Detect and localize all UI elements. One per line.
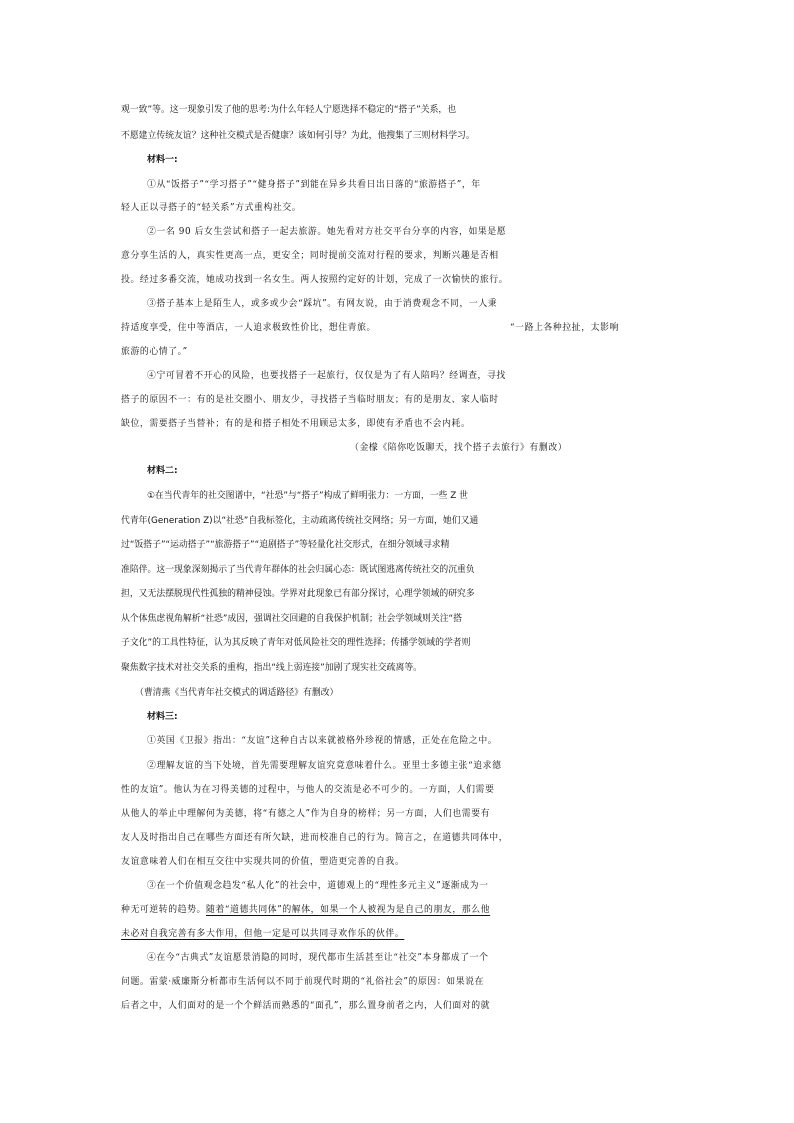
material3-p2-line2: 性的友谊”。他认为在习得美德的过程中，与他人的交流是必不可少的。一方面，人们需要 <box>121 785 495 795</box>
material3-p3-line2 <box>121 900 794 920</box>
material3-p2-line5: 友谊意味着人们在相互交往中实现共同的价值，塑造更完善的自我。 <box>121 857 405 867</box>
material2-line-6: 从个体焦虑视角解析“社恐”成因，强调社交回避的自我保护机制；社会学领域则关注“搭 <box>121 614 462 624</box>
material1-p3-line3: 旅游的心情了。” <box>121 347 188 357</box>
material1-p2-line3: 投。经过多番交流，她成功找到一名女生。两人按照约定好的计划，完成了一次愉快的旅行。 <box>121 275 509 285</box>
material1-source: （金檬《陪你吃饭聊天，找个搭子去旅行》有删改） <box>350 443 568 453</box>
material3-heading: 材料三: <box>147 712 178 722</box>
material2-line-1: ①在当代青年的社交图谱中，“社恐”与“搭子”构成了鲜明张力：一方面，一些 Z 世 <box>147 491 468 501</box>
material1-p3-line2a: 持适度享受，住中等酒店，一人追求极致性价比，想住青旅。 <box>121 323 376 333</box>
material1-p1-line1: ①从“饭搭子”“学习搭子”“健身搭子”到能在异乡共看日出日落的“旅游搭子”，年 <box>147 180 481 190</box>
material1-p4-line3: 缺位，需要搭子当替补；有的是和搭子相处不用顾忌太多，即使有矛盾也不会内耗。 <box>121 419 471 429</box>
material3-p3-line3 <box>121 924 794 944</box>
material3-p4-line3: 后者之中，人们面对的是一个个鲜活而熟悉的“面孔”，那么置身前者之内，人们面对的就 <box>121 1001 491 1011</box>
material1-p4-line2: 搭子的原因不一：有的是社交圈小、朋友少，寻找搭子当临时朋友；有的是朋友、家人临时 <box>121 395 499 405</box>
material2-line-2: 代青年(Generation Z)以“社恐”自我标签化，主动疏离传统社交网络；另一方面，她们又通 <box>121 516 479 526</box>
material2-line-3: 过“饭搭子”“运动搭子”“旅游搭子”“追剧搭子”等轻量化社交形式，在细分领域寻求精 <box>121 540 450 550</box>
material3-p1: ①英国《卫报》指出：“友谊”这种自古以来就被格外珍视的情感，正处在危险之中。 <box>147 736 498 746</box>
material2-heading: 材料二: <box>147 466 178 476</box>
material3-p4-line2: 问题。雷蒙·威廉斯分析都市生活何以不同于前现代时期的“礼俗社会”的原因：如果说在 <box>121 977 485 987</box>
intro-line-2: 不愿建立传统友谊？这种社交模式是否健康？该如何引导？为此，他搜集了三则材料学习。 <box>121 131 475 141</box>
material2-line-7: 子文化”的工具性特征，认为其反映了青年对低风险社交的理性选择；传播学领域的学者则 <box>121 638 471 648</box>
material1-p2-line1: ②一名 90 后女生尝试和搭子一起去旅游。她先看对方社交平台分享的内容，如果是愿 <box>147 227 507 237</box>
material3-p2-line3: 从他人的举止中理解何为美德，将“有德之人”作为自身的榜样；另一方面，人们也需要有 <box>121 809 491 819</box>
material2-source: （曹清燕《当代青年社交模式的调适路径》有删改） <box>135 688 339 698</box>
material1-p1-line2: 轻人正以寻搭子的“轻关系”方式重构社交。 <box>121 203 302 213</box>
material3-p3-underlined-sentence-b: 未必对自我完善有多大作用，但他一定是可以共同寻欢作乐的伙伴。 <box>121 929 405 939</box>
material1-p3-line1: ③搭子基本上是陌生人，或多或少会“踩坑”。有网友说，由于消费观念不同，一人秉 <box>147 299 498 309</box>
intro-line-1: 观一致”等。这一现象引发了他的思考:为什么年轻人宁愿选择不稳定的“搭子”关系，也 <box>121 105 457 115</box>
material3-p2-line4: 友人及时指出自己在哪些方面还有所欠缺，进而校准自己的行为。简言之，在道德共同体中， <box>121 833 509 843</box>
material2-line-4: 准陪伴。这一现象深刻揭示了当代青年群体的社会归属心态：既试图逃离传统社交的沉重负 <box>121 565 475 575</box>
material1-p2-line2: 意分享生活的人，真实性更高一点，更安全；同时提前交流对行程的要求，判断兴趣是否相 <box>121 251 499 261</box>
material2-line-8: 聚焦数字技术对社交关系的重构，指出“线上弱连接”加剧了现实社交疏离等。 <box>121 663 423 673</box>
material3-p3-underlined-sentence-a: 随着“道德共同体”的解体，如果一个人被视为是自己的朋友，那么他 <box>206 905 491 915</box>
material1-p3-line2b: “一路上各种拉扯，太影响 <box>510 323 620 333</box>
material3-p4-line1: ④在今“古典式”友谊愿景消隐的同时，现代都市生活甚至让“社交”本身都成了一个 <box>147 953 489 963</box>
material2-line-5: 担，又无法摆脱现代性孤独的精神侵蚀。学界对此现象已有部分探讨，心理学领域的研究多 <box>121 589 475 599</box>
material3-p3-line1: ③在一个价值观念趋发“私人化”的社会中，道德观上的“理性多元主义”逐渐成为一 <box>147 881 489 891</box>
material3-p3-line2-plain: 种无可逆转的趋势。 <box>121 905 206 915</box>
material1-heading: 材料一: <box>147 155 178 165</box>
material1-p4-line1: ④宁可冒着不开心的风险，也要找搭子一起旅行，仅仅是为了有人陪吗？经调查，寻找 <box>147 371 506 381</box>
material3-p2-line1: ②理解友谊的当下处境，首先需要理解友谊究竟意味着什么。亚里士多德主张“追求德 <box>147 761 502 771</box>
